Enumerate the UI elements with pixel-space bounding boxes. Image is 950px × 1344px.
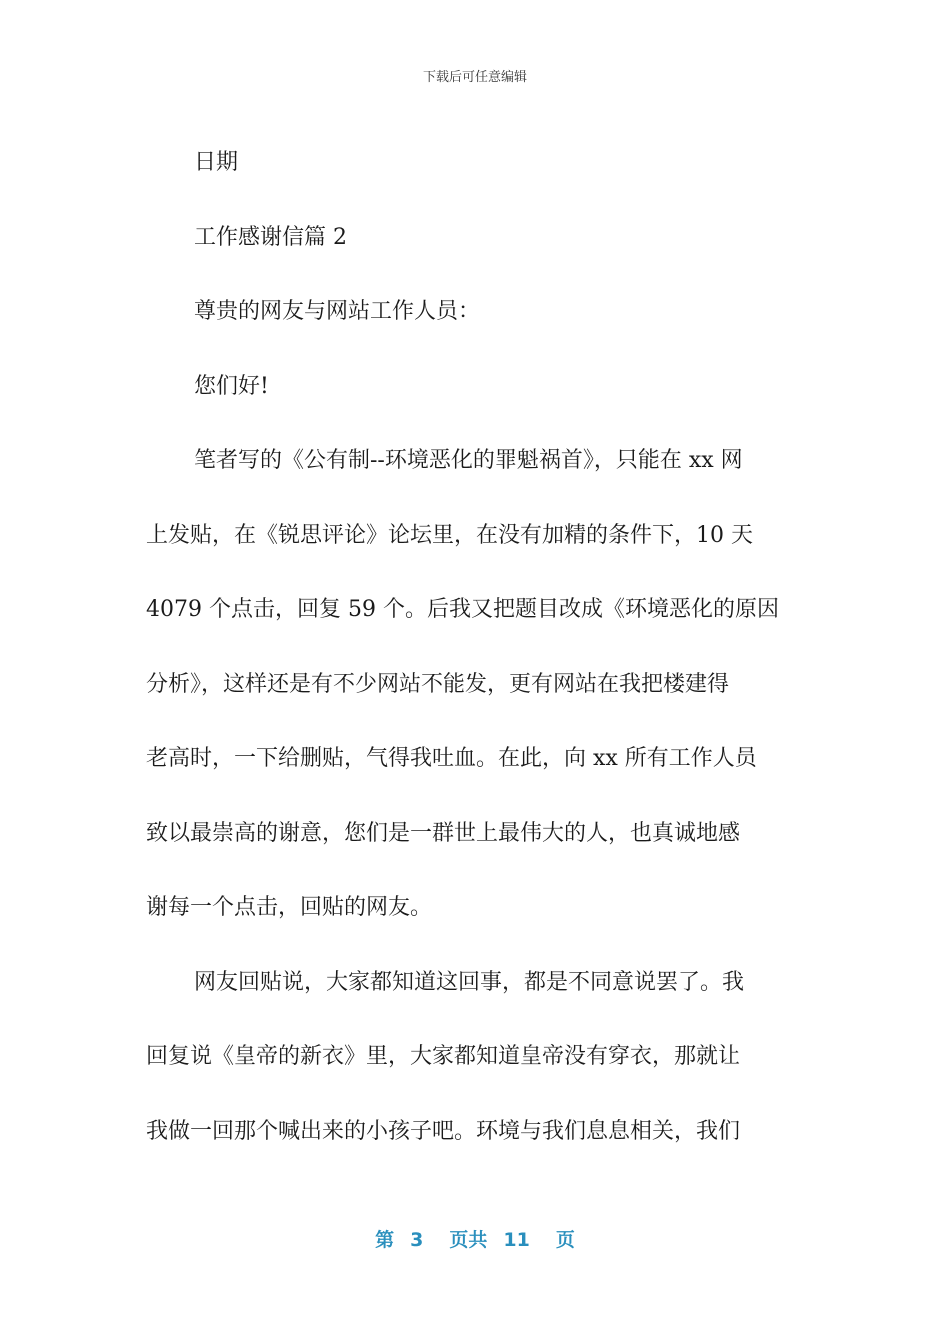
greeting: 您们好! (194, 373, 269, 399)
date-line: 日期 (194, 150, 239, 175)
paragraph-line: 我做一回那个喊出来的小孩子吧。环境与我们息息相关，我们 (146, 1118, 741, 1144)
paragraph-line: 分析》，这样还是有不少网站不能发，更有网站在我把楼建得 (146, 671, 730, 697)
footer-prefix: 第 (375, 1229, 395, 1251)
page-number-footer (0, 1225, 950, 1252)
paragraph-line: 笔者写的《公有制--环境恶化的罪魁祸首》，只能在 xx 网 (194, 448, 743, 473)
paragraph-line: 谢每一个点击，回贴的网友。 (146, 895, 433, 920)
salutation: 尊贵的网友与网站工作人员： (194, 299, 481, 324)
page-header-note: 下载后可任意编辑 (422, 70, 527, 85)
footer-suffix: 页 (555, 1229, 575, 1251)
paragraph-line: 致以最崇高的谢意，您们是一群世上最伟大的人，也真诚地感 (146, 820, 741, 846)
total-page-count: 11 (503, 1229, 530, 1251)
paragraph-line: 网友回贴说，大家都知道这回事，都是不同意说罢了。我 (194, 969, 745, 995)
current-page-number: 3 (410, 1229, 424, 1251)
letter-body (146, 126, 806, 1169)
paragraph-line: 回复说《皇帝的新衣》里，大家都知道皇帝没有穿衣，那就让 (146, 1044, 741, 1069)
paragraph-line: 4079 个点击，回复 59 个。后我又把题目改成《环境恶化的原因 (146, 597, 779, 622)
section-title: 工作感谢信篇 2 (194, 224, 347, 250)
paragraph-line: 上发贴，在《锐思评论》论坛里，在没有加精的条件下，10 天 (146, 522, 753, 548)
paragraph-line: 老高时，一下给删贴，气得我吐血。在此，向 xx 所有工作人员 (146, 746, 757, 771)
footer-middle: 页共 (449, 1229, 488, 1251)
